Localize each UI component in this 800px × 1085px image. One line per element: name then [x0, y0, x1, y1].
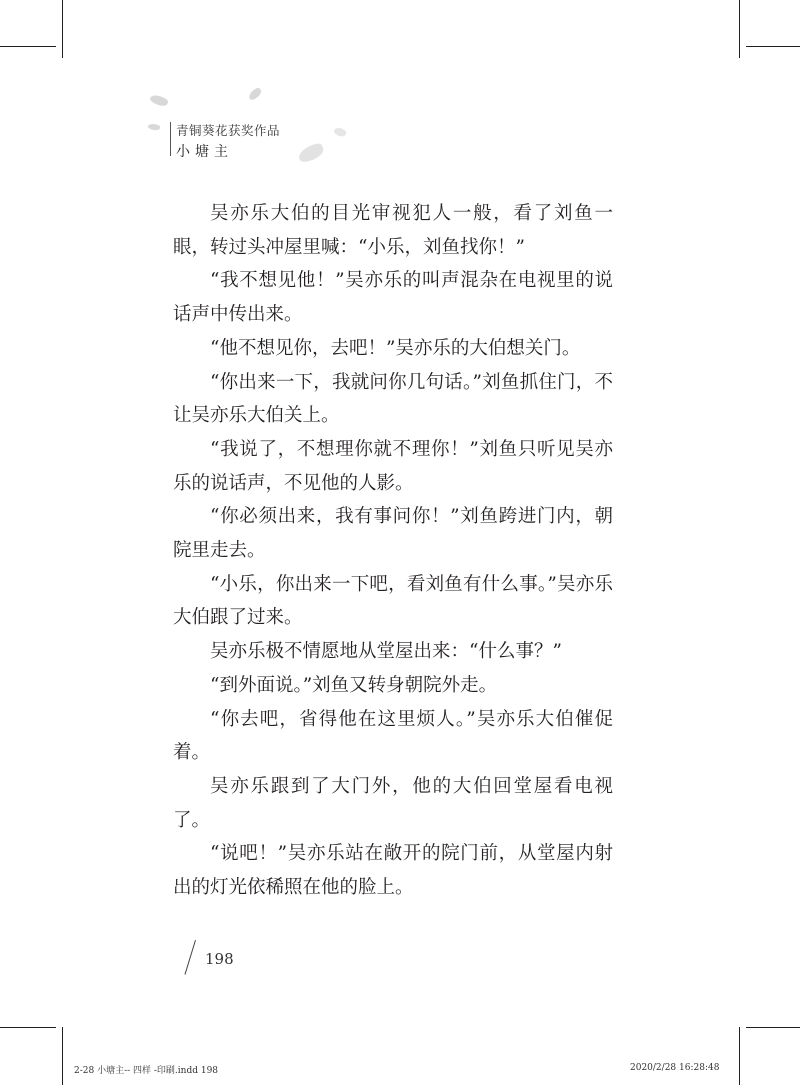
footer-timestamp: 2020/2/28 16:28:48 [630, 1063, 720, 1073]
paragraph: “小乐，你出来一下吧，看刘鱼有什么事。”吴亦乐大伯跟了过来。 [173, 573, 613, 629]
petal-decoration [333, 126, 347, 139]
paragraph: “到外面说。”刘鱼又转身朝院外走。 [210, 674, 498, 696]
page-number: 198 [205, 950, 234, 968]
body-text [173, 197, 613, 905]
footer-file-slug: 2-28 小塘主-- 四样 -印刷.indd 198 [74, 1066, 219, 1076]
crop-mark-bottom-left-h [0, 1027, 56, 1028]
running-header [148, 88, 408, 178]
header-rule [170, 122, 171, 156]
crop-mark-top-right-h [746, 46, 800, 47]
book-title: 小塘主 [176, 144, 233, 160]
paragraph: 吴亦乐极不情愿地从堂屋出来：“什么事？” [210, 641, 562, 663]
petal-decoration [149, 93, 169, 109]
crop-mark-bottom-right-h [746, 1027, 800, 1028]
paragraph: “我说了，不想理你就不理你！”刘鱼只听见吴亦乐的说话声，不见他的人影。 [173, 438, 613, 494]
petal-decoration [296, 142, 325, 164]
petal-decoration [147, 123, 160, 132]
paragraph: “你必须出来，我有事问你！”刘鱼跨进门内，朝院里走去。 [173, 506, 613, 562]
paragraph: 吴亦乐大伯的目光审视犯人一般，看了刘鱼一眼，转过头冲屋里喊：“小乐，刘鱼找你！” [173, 203, 613, 258]
page-number-slash [184, 940, 195, 975]
crop-mark-top-right-v [739, 0, 740, 58]
paragraph: “你去吧，省得他在这里烦人。”吴亦乐大伯催促着。 [173, 708, 613, 764]
paragraph: 吴亦乐跟到了大门外，他的大伯回堂屋看电视了。 [173, 775, 613, 831]
crop-mark-top-left-v [62, 0, 63, 58]
crop-mark-top-left-h [0, 46, 56, 47]
paragraph: “他不想见你，去吧！”吴亦乐的大伯想关门。 [210, 337, 581, 359]
paragraph: “你出来一下，我就问你几句话。”刘鱼抓住门，不让吴亦乐大伯关上。 [173, 371, 613, 427]
crop-mark-bottom-left-v [62, 1027, 63, 1085]
series-title: 青铜葵花获奖作品 [176, 123, 281, 138]
paragraph: “我不想见他！”吴亦乐的叫声混杂在电视里的说话声中传出来。 [173, 270, 613, 326]
paragraph: “说吧！”吴亦乐站在敞开的院门前，从堂屋内射出的灯光依稀照在他的脸上。 [173, 843, 613, 899]
petal-decoration [247, 87, 263, 102]
crop-mark-bottom-right-v [739, 1027, 740, 1085]
page-number-block [189, 936, 249, 976]
